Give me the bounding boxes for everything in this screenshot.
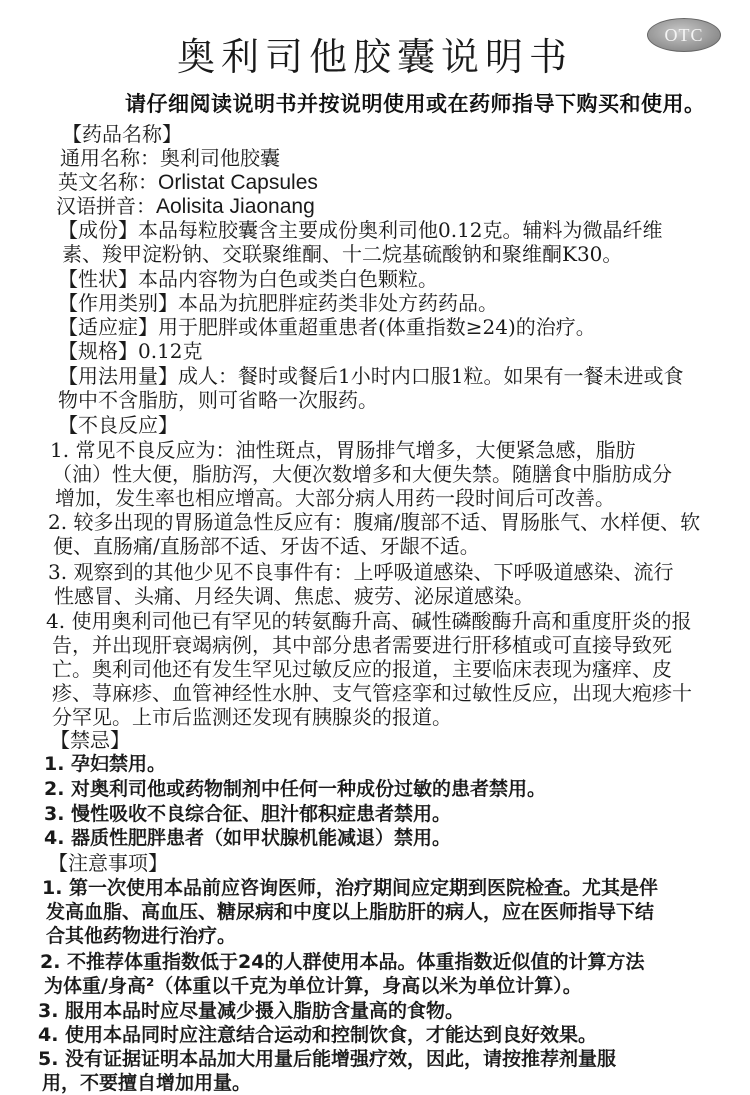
contraindication-line: 1. 孕妇禁用。: [44, 753, 167, 775]
precaution-line: 1. 第一次使用本品前应咨询医师，治疗期间应定期到医院检查。尤其是伴: [42, 877, 659, 899]
adverse-line: 增加，发生率也相应增高。大部分病人用药一段时间后可改善。: [55, 486, 615, 510]
usage-notice: 请仔细阅读说明书并按说明使用或在药师指导下购买和使用。: [125, 91, 706, 116]
precaution-line: 2. 不推荐体重指数低于24的人群使用本品。体重指数近似值的计算方法: [40, 951, 645, 973]
composition-line-2: 素、羧甲淀粉钠、交联聚维酮、十二烷基硫酸钠和聚维酮K30。: [62, 242, 623, 266]
adverse-line: 疹、荨麻疹、血管神经性水肿、支气管痉挛和过敏性反应，出现大疱疹十: [52, 681, 692, 705]
document-title: 奥利司他胶囊说明书: [176, 35, 573, 79]
precaution-line: 为体重/身高²（体重以千克为单位计算，身高以米为单位计算）。: [44, 975, 582, 997]
precaution-line: 用，不要擅自增加用量。: [42, 1072, 252, 1094]
section-heading-drug-name: 【药品名称】: [62, 122, 182, 146]
dosage-line-2: 物中不含脂肪，则可省略一次服药。: [58, 388, 378, 412]
pinyin-name-row: [56, 194, 315, 219]
contraindication-line: 4. 器质性肥胖患者（如甲状腺机能减退）禁用。: [44, 827, 452, 849]
precaution-line: 发高血脂、高血压、糖尿病和中度以上脂肪肝的病人，应在医师指导下结: [46, 901, 655, 923]
pinyin-name-value: Aolisita Jiaonang: [156, 195, 315, 218]
adverse-line: 性感冒、头痛、月经失调、焦虑、疲劳、泌尿道感染。: [54, 584, 534, 608]
section-heading-adverse: 【不良反应】: [58, 413, 178, 437]
adverse-line: 亡。奥利司他还有发生罕见过敏反应的报道，主要临床表现为瘙痒、皮: [52, 657, 672, 681]
adverse-line: 3. 观察到的其他少见不良事件有：上呼吸道感染、下呼吸道感染、流行: [48, 560, 674, 584]
precaution-line: 4. 使用本品同时应注意结合运动和控制饮食，才能达到良好效果。: [38, 1024, 598, 1046]
contraindication-line: 3. 慢性吸收不良综合征、胆汁郁积症患者禁用。: [44, 803, 452, 825]
adverse-line: 分罕见。上市后监测还发现有胰腺炎的报道。: [52, 705, 452, 729]
precaution-line: 3. 服用本品时应尽量减少摄入脂肪含量高的食物。: [38, 1000, 465, 1022]
adverse-line: 2. 较多出现的胃肠道急性反应有：腹痛/腹部不适、胃肠胀气、水样便、软: [48, 510, 701, 534]
english-name-value: Orlistat Capsules: [158, 171, 318, 194]
english-name-row: [58, 170, 318, 195]
section-heading-precautions: 【注意事项】: [48, 851, 168, 875]
adverse-line: 1. 常见不良反应为：油性斑点，胃肠排气增多，大便紧急感，脂肪: [50, 438, 636, 462]
adverse-line: 便、直肠痛/直肠部不适、牙齿不适、牙龈不适。: [53, 534, 480, 558]
generic-name-label: 通用名称：: [60, 146, 160, 170]
specification-line: 【规格】0.12克: [58, 339, 203, 363]
description-line: 【性状】本品内容物为白色或类白色颗粒。: [58, 267, 438, 291]
precaution-line: 5. 没有证据证明本品加大用量后能增强疗效，因此，请按推荐剂量服: [38, 1048, 617, 1070]
adverse-line: （油）性大便，脂肪泻，大便次数增多和大便失禁。随膳食中脂肪成分: [52, 462, 672, 486]
precaution-line: 合其他药物进行治疗。: [46, 925, 237, 947]
composition-line-1: 【成份】本品每粒胶囊含主要成份奥利司他0.12克。辅料为微晶纤维: [58, 218, 663, 242]
dosage-line-1: 【用法用量】成人：餐时或餐后1小时内口服1粒。如果有一餐未进或食: [58, 364, 684, 388]
section-heading-contraindications: 【禁忌】: [50, 728, 130, 752]
generic-name-value: 奥利司他胶囊: [160, 146, 280, 170]
category-line: 【作用类别】本品为抗肥胖症药类非处方药药品。: [58, 291, 498, 315]
pinyin-name-label: 汉语拼音：: [56, 194, 156, 218]
adverse-line: 告，并出现肝衰竭病例，其中部分患者需要进行肝移植或可直接导致死: [52, 633, 672, 657]
adverse-line: 4. 使用奥利司他已有罕见的转氨酶升高、碱性磷酸酶升高和重度肝炎的报: [46, 609, 692, 633]
otc-badge: [647, 18, 721, 52]
english-name-label: 英文名称：: [58, 170, 158, 194]
generic-name-row: [60, 146, 280, 170]
otc-badge-label: OTC: [664, 24, 704, 45]
contraindication-line: 2. 对奥利司他或药物制剂中任何一种成份过敏的患者禁用。: [44, 778, 547, 800]
indication-line: 【适应症】用于肥胖或体重超重患者(体重指数≥24)的治疗。: [58, 315, 596, 339]
